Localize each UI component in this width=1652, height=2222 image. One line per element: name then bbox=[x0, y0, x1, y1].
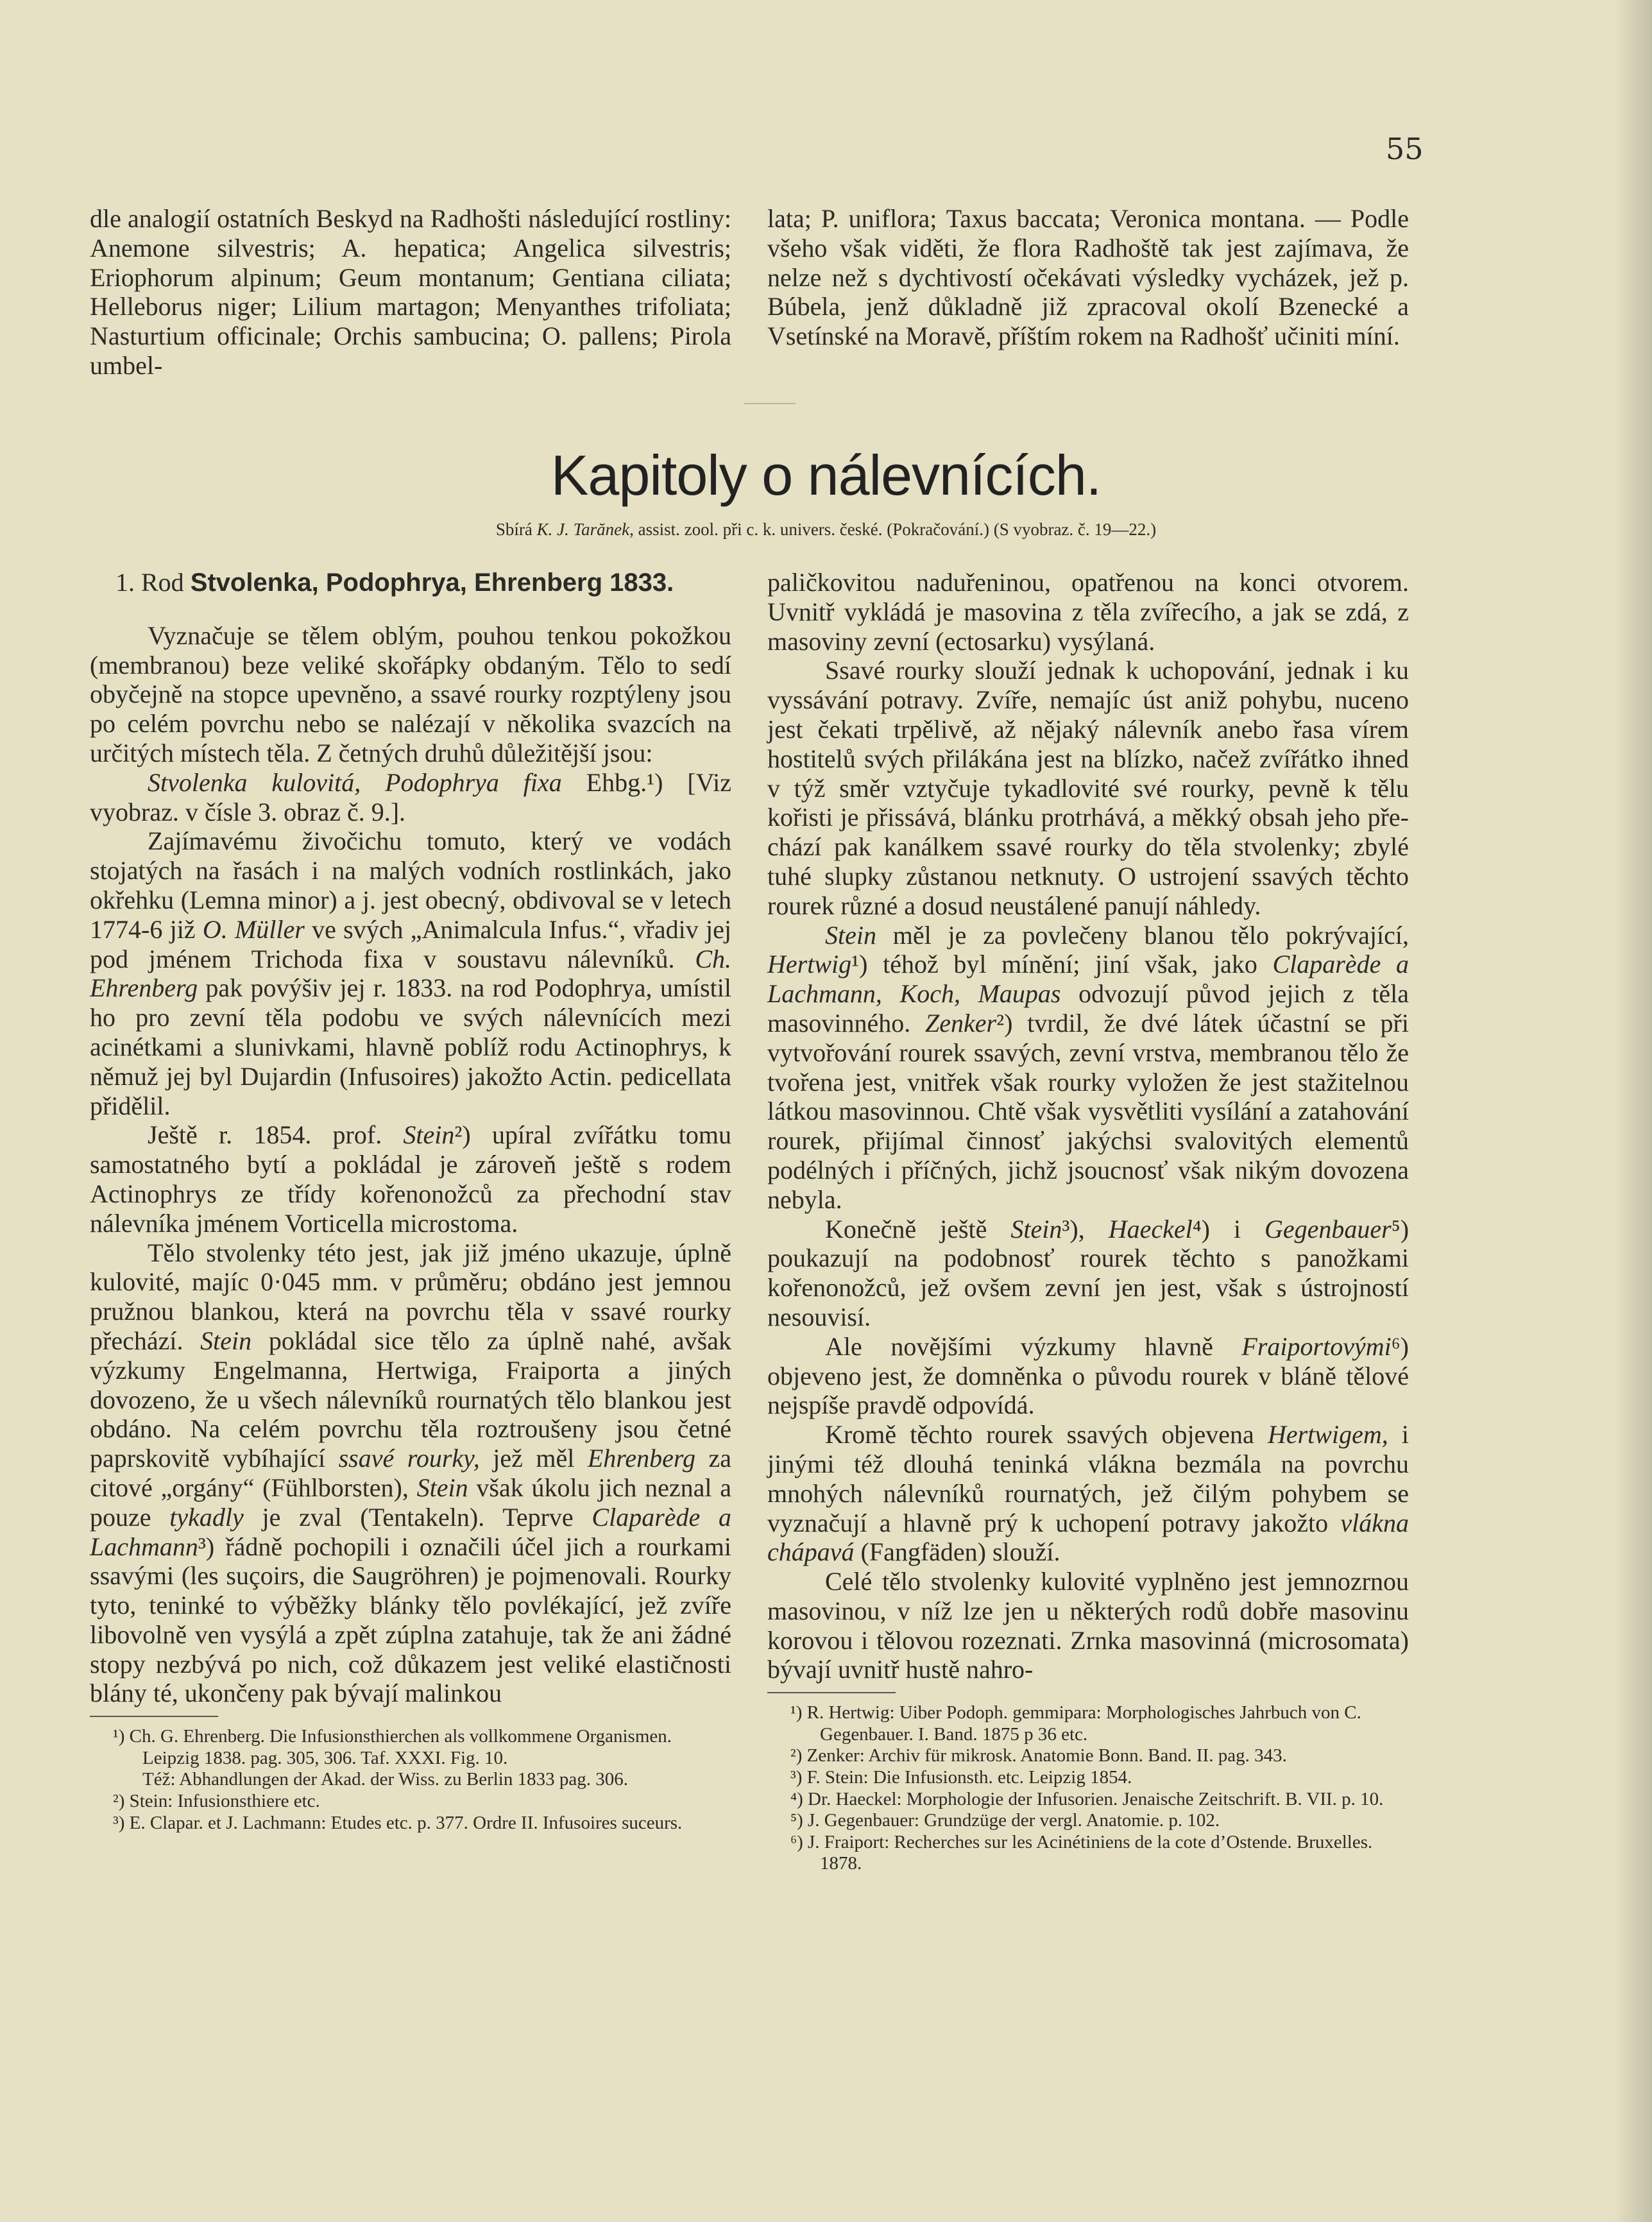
paragraph-text: Tělo stvolenky této jest, jak již jméno ukazuje, úplně kulovité, majíc 0·045 mm. v průměru; obdáno jest jemnou pružnou blankou, která na povrchu těla v ssavé rourky přechází. bbox=[90, 1238, 731, 1355]
paragraph-text: však úkolu jich neznal a pouze bbox=[90, 1473, 731, 1532]
author-name: Stein bbox=[1010, 1214, 1062, 1243]
author-name: Hertwigem, bbox=[1267, 1420, 1388, 1449]
section-divider-ornament bbox=[744, 403, 796, 404]
paragraph bbox=[90, 1120, 731, 1238]
author-name: Stein bbox=[825, 920, 876, 950]
paragraph bbox=[90, 826, 731, 1120]
paragraph: Vyznačuje se tělem oblým, pouhou tenkou pokožkou (membranou) beze veliké skořápky obdaným. Tělo to sedí obyčejně na stopce upevněno, a ssavé rourky rozptýleny jsou po celém povrchu nebo se nalézají v několika svazcích na určitých místech těla. Z četných druhů důležitější jsou: bbox=[90, 620, 731, 767]
footnote: ⁴) Dr. Haeckel: Morphologie der Infusorien. Jenaische Zeitschrift. B. VII. p. 10. bbox=[790, 1788, 1384, 1809]
paragraph bbox=[767, 1215, 1409, 1332]
paragraph-text: Ehbg.¹) [Viz vyobraz. v čísle 3. obraz č. 9.]. bbox=[90, 767, 731, 826]
paragraph-text: Zajímavému živočichu tomuto, který ve vodách stojatých na řasách i na malých vodních rostlinkách, jako okřehku (Lemna minor) a j. jest obecný, obdivoval se v letech 1774-6 již bbox=[90, 826, 731, 944]
paragraph bbox=[767, 1420, 1409, 1567]
term: tykadly bbox=[169, 1502, 244, 1532]
paragraph-text: (Fangfäden) slouží. bbox=[854, 1537, 1060, 1567]
paragraph bbox=[767, 1332, 1409, 1420]
paragraph-text: ¹) téhož byl mínění; jiní však, jako bbox=[851, 950, 1273, 979]
footnote: ⁶) J. Fraiport: Recherches sur les Acinétiniens de la cote d’Ostende. Bruxelles. 1878. bbox=[790, 1831, 1373, 1874]
paragraph-text: ³), bbox=[1062, 1214, 1109, 1243]
paragraph-text: ⁴) i bbox=[1192, 1214, 1265, 1243]
author-name: Stein bbox=[200, 1326, 252, 1355]
paragraph-text: ⁵) poukazují na podobnosť rourek těchto s panožkami kořenonožců, jež ovšem zevní jen jest, však s ústrojností nesouvisí. bbox=[767, 1214, 1409, 1331]
footnote: ³) F. Stein: Die Infusionsth. etc. Leipzig 1854. bbox=[790, 1767, 1132, 1788]
paragraph-text: ve svých „Animalcula Infus.“, vřadiv jej pod jménem Trichoda fixa v soustavu nálevníků. bbox=[90, 914, 731, 973]
footnote: ¹) R. Hertwig: Uiber Podoph. gemmipara: Morphologisches Jahrbuch von C. Gegenbauer. I. Band. 1875 p 36 etc. bbox=[790, 1702, 1361, 1745]
paragraph-text: pak povýšiv jej r. 1833. na rod Podophrya, umístil ho pro zevní těla podobu ve svých nálevnících mezi acinétkami a slunivkami, hlavně poblíž rodu Actinophrys, k němuž jej byl Dujardin (Infusoires) jakožto Actin. pedicellata přidělil. bbox=[90, 973, 731, 1120]
author-name: Hertwig bbox=[767, 950, 852, 979]
article-subtitle bbox=[0, 520, 1652, 540]
paragraph-text: odvozují původ jejich z těla masovinného. bbox=[767, 979, 1409, 1038]
footnote: ²) Stein: Infusionsthiere etc. bbox=[113, 1791, 320, 1812]
footnote: ²) Zenker: Archiv für mikrosk. Anatomie Bonn. Band. II. pag. 343. bbox=[790, 1745, 1287, 1766]
footnote-rule bbox=[90, 1716, 218, 1717]
page-number: 55 bbox=[1386, 132, 1424, 166]
author-name: Zenker bbox=[925, 1008, 997, 1038]
paragraph: paličkovitou naduřeninou, opatřenou na konci otvorem. Uvnitř vykládá je masovina z těla zvířecího, a jak se zdá, z masoviny zevní (ectosarku) vysýlaná. bbox=[767, 568, 1409, 656]
footnote: ¹) Ch. G. Ehrenberg. Die Infusionsthierchen als vollkommene Organismen. Leipzig 1838. pag. 305, 306. Taf. XXXI. Fig. 10. bbox=[113, 1726, 672, 1768]
footnote: Též: Abhandlungen der Akad. der Wiss. zu Berlin 1833 pag. 306. bbox=[142, 1769, 628, 1790]
author-name: Haeckel bbox=[1108, 1214, 1193, 1243]
author-name: Claparède a Lachmann, Koch, Maupas bbox=[767, 950, 1409, 1009]
section-heading bbox=[90, 568, 731, 598]
author-name: Fraiportovými bbox=[1241, 1331, 1392, 1361]
paragraph: Ssavé rourky slouží jednak k uchopování, jednak i ku vyssávání potravy. Zvíře, nemajíc úst aniž pohybu, nuceno jest čekati trpělivě, až nějaký nálevník anebo řasa vírem hostitelů svých přilákána jest na blízko, načež zvířátko ihned v týž směr vztyčuje tykadlovité své rourky, pevně k tělu kořisti je přissává, blánku protrhává, a měkký obsah jeho přechází pak kanálkem ssavé rourky do těla stvolenky; zbylé tuhé slupky zůstanou netknuty. O ustrojení ssavých těchto rourek různé a dosud neustálené panují náhledy. bbox=[767, 656, 1409, 920]
paragraph bbox=[767, 921, 1409, 1215]
species-name: Stvolenka kulovitá, Podophrya fixa bbox=[148, 767, 562, 797]
main-right-column bbox=[767, 568, 1409, 1875]
author-name: Stein bbox=[416, 1473, 468, 1502]
footnote-rule bbox=[767, 1692, 896, 1693]
section-heading-number: 1. Rod bbox=[115, 568, 191, 597]
author-name: Claparède a Lachmann bbox=[90, 1502, 732, 1561]
paragraph-text: Kromě těchto rourek ssavých objevena bbox=[825, 1420, 1268, 1449]
term: vlákna chápavá bbox=[767, 1508, 1409, 1567]
paragraph-text: i jinými též dlouhá teninká vlákna bezmála na povrchu mnohých nálevníků rournatých, jež čilým pohybem se vyznačují a hlavně prý k uchopení potravy jakožto bbox=[767, 1420, 1409, 1537]
section-heading-title: Stvolenka, Podophrya, Ehrenberg 1833. bbox=[190, 568, 674, 597]
subtitle-prefix: Sbírá bbox=[495, 520, 537, 539]
paragraph bbox=[90, 1238, 731, 1709]
top-left-column bbox=[90, 204, 731, 380]
author-name: Ehrenberg bbox=[587, 1444, 695, 1473]
paragraph-text: pokládal sice tělo za úplně nahé, avšak výzkumy Engelmanna, Hertwiga, Fraiporta a jiných dovozeno, že u všech nálevníků rournatých tělo blankou jest obdáno. Na celém povrchu těla roztroušeny jsou četné paprskovitě vybíhající bbox=[90, 1326, 732, 1473]
paragraph-text: ²) tvrdil, že dvé látek účastní se při vytvořování rourek ssavých, zevní vrstva, membranou tělo že tvořena jest, vnitřek však rourky vyložen že jest stažitelnou látkou masovinnou. Chtě však vysvětliti vysílání a zatahování rourek, přijímal činnosť jakýchsi svalovitých elementů podélných i příčných, jichž jsoucnosť však nikým dovozena nebyla. bbox=[767, 1008, 1409, 1214]
paragraph bbox=[90, 768, 731, 827]
paragraph-text: měl je za povlečeny blanou tělo pokrývající, bbox=[876, 920, 1409, 950]
author-name: O. Müller bbox=[202, 914, 305, 944]
paragraph-text: ³) řádně pochopili i označili účel jich a rourkami ssavými (les suçoirs, die Saugröhren) je pojmenovali. Rourky tyto, teninké to výběžky blánky tělo povlékající, jež zvíře libovolně ven vysýlá a zpět zúplna zatahuje, tak že ani žádné stopy nezbývá po nich, což důkazem jest veliké elastičnosti blány té, ukončeny pak bývají malinkou bbox=[90, 1532, 731, 1708]
paragraph-text: ⁶) objeveno jest, že domněnka o původu rourek v bláně tělové nejspíše pravdě odpovídá. bbox=[767, 1331, 1409, 1420]
footnotes-left bbox=[90, 1726, 731, 1834]
subtitle-author: K. J. Tarănek, bbox=[536, 520, 634, 539]
top-left-paragraph: dle analogií ostatních Beskyd na Radhošti následující rostliny: Anemone silvestris; A. hepatica; Angelica silvestris; Eriophorum alpinum; Geum montanum; Gentiana ciliata; Helleborus niger; Lilium martagon; Menyanthes trifoliata; Nasturtium officinale; Orchis sambucina; O. pallens; Pirola umbel- bbox=[90, 204, 731, 380]
subtitle-rest: assist. zool. při c. k. univers. české. (Pokračování.) (S vyobraz. č. 19—22.) bbox=[633, 520, 1157, 539]
footnote: ³) E. Clapar. et J. Lachmann: Etudes etc. p. 377. Ordre II. Infusoires suceurs. bbox=[113, 1812, 683, 1833]
footnotes-right bbox=[767, 1702, 1409, 1875]
term: ssavé rourky, bbox=[338, 1444, 480, 1473]
paragraph: Celé tělo stvolenky kulovité vyplněno jest jemnozrnou masovinou, v níž lze jen u některých rodů dobře masovinu korovou i tělovou rozeznati. Zrnka masovinná (microsomata) bývají uvnitř hustě nahro- bbox=[767, 1567, 1409, 1684]
paragraph-text: Konečně ještě bbox=[825, 1214, 1011, 1243]
author-name: Stein bbox=[403, 1120, 455, 1150]
paragraph-text: Ale novějšími výzkumy hlavně bbox=[825, 1331, 1242, 1361]
top-right-column bbox=[767, 204, 1409, 351]
paragraph-text: za citové „orgány“ (Fühlborsten), bbox=[90, 1444, 731, 1502]
main-left-column bbox=[90, 568, 731, 1834]
author-name: Gegenbauer bbox=[1265, 1214, 1392, 1243]
paragraph-text: jež měl bbox=[479, 1444, 588, 1473]
page-edge-shadow bbox=[1614, 0, 1652, 2222]
top-right-paragraph: lata; P. uniflora; Taxus baccata; Veronica montana. — Podle všeho však viděti, že flora Radhoště tak jest zajímava, že nelze než s dychtivostí očekávati výsledky vycházek, jež p. Búbela, jenž důkladně již zpracoval okolí Bzenecké a Vsetínské na Moravě, příštím rokem na Radhošť učiniti míní. bbox=[767, 204, 1409, 351]
paragraph-text: je zval (Tentakeln). Teprve bbox=[243, 1502, 592, 1532]
article-title: Kapitoly o nálevnících. bbox=[550, 443, 1102, 507]
footnote: ⁵) J. Gegenbauer: Grundzüge der vergl. Anatomie. p. 102. bbox=[790, 1810, 1220, 1831]
paragraph-text: Ještě r. 1854. prof. bbox=[148, 1120, 404, 1150]
paragraph-text: ²) upíral zvířátku tomu samostatného bytí a pokládal je zároveň ještě s rodem Actinophrys ze třídy kořenonožců za přechodní stav nálevníka jménem Vorticella microstoma. bbox=[90, 1120, 731, 1238]
author-name: Ch. Ehrenberg bbox=[90, 944, 731, 1003]
